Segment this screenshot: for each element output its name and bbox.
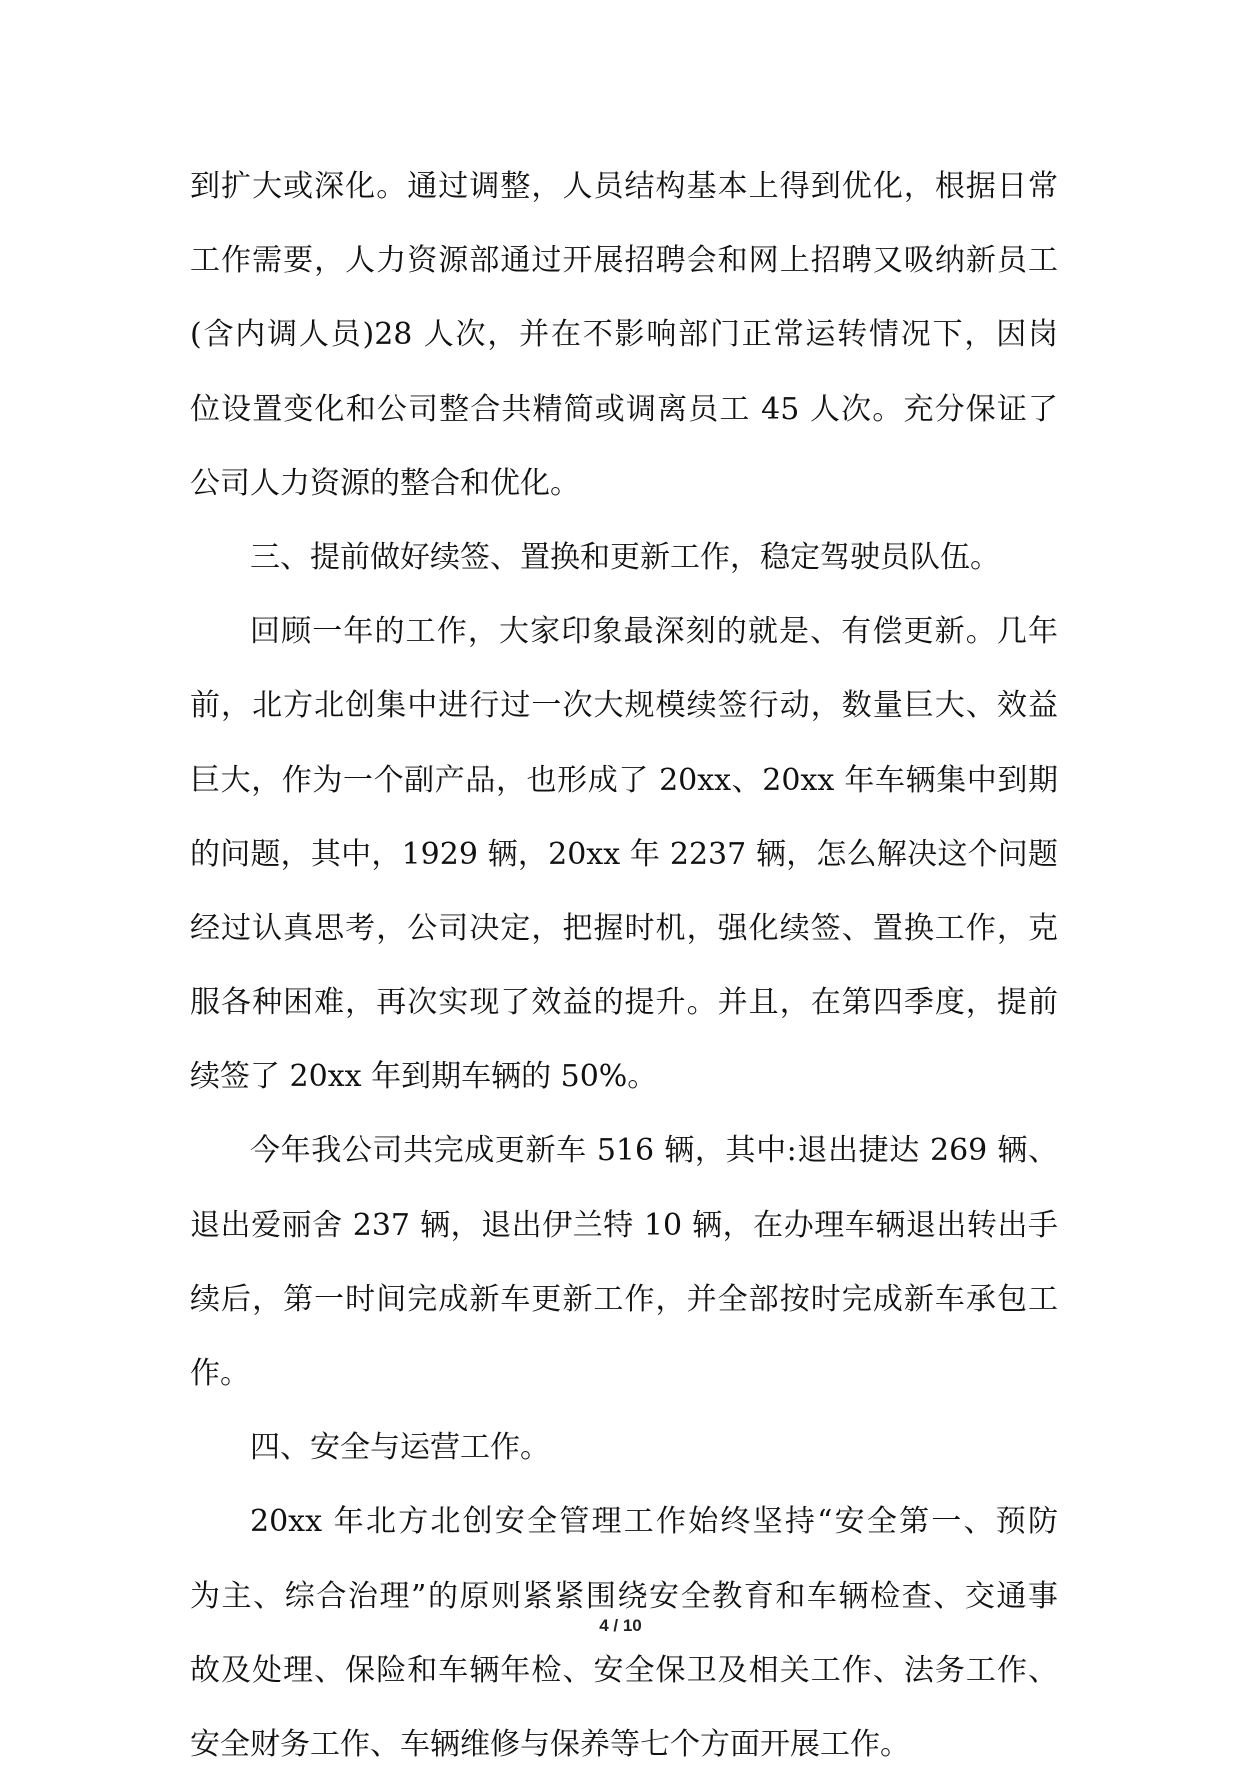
text-line: 经过认真思考，公司决定，把握时机，强化续签、置换工作，克 bbox=[190, 910, 1058, 946]
text-line: (含内调人员)28 人次，并在不影响部门正常运转情况下，因岗 bbox=[190, 317, 1058, 353]
text-line: 退出爱丽舍 237 辆，退出伊兰特 10 辆，在办理车辆退出转出手 bbox=[190, 1207, 1058, 1243]
text-line: 前，北方北创集中进行过一次大规模续签行动，数量巨大、效益 bbox=[190, 688, 1058, 724]
text-line: 为主、综合治理”的原则紧紧围绕安全教育和车辆检查、交通事 bbox=[190, 1578, 1058, 1614]
section-heading: 三、提前做好续签、置换和更新工作，稳定驾驶员队伍。 bbox=[250, 539, 1000, 575]
text-line: 作。 bbox=[190, 1356, 250, 1391]
text-line: 的问题，其中，1929 辆，20xx 年 2237 辆，怎么解决这个问题 bbox=[190, 836, 1058, 872]
text-line: 故及处理、保险和车辆年检、安全保卫及相关工作、法务工作、 bbox=[190, 1652, 1058, 1688]
text-line: 工作需要，人力资源部通过开展招聘会和网上招聘又吸纳新员工 bbox=[190, 243, 1058, 279]
text-line: 巨大，作为一个副产品，也形成了 20xx、20xx 年车辆集中到期 bbox=[190, 762, 1058, 798]
page-number: 4 / 10 bbox=[599, 1616, 642, 1635]
text-line: 服各种困难，再次实现了效益的提升。并且，在第四季度，提前 bbox=[190, 985, 1058, 1021]
text-line: 回顾一年的工作，大家印象最深刻的就是、有偿更新。几年 bbox=[250, 614, 1058, 650]
text-line: 今年我公司共完成更新车 516 辆，其中:退出捷达 269 辆、 bbox=[250, 1133, 1058, 1169]
section-heading: 四、安全与运营工作。 bbox=[250, 1430, 550, 1466]
text-line: 到扩大或深化。通过调整，人员结构基本上得到优化，根据日常 bbox=[190, 169, 1058, 204]
text-line: 安全财务工作、车辆维修与保养等七个方面开展工作。 bbox=[190, 1726, 910, 1762]
text-line: 公司人力资源的整合和优化。 bbox=[190, 465, 580, 501]
body-text bbox=[190, 150, 1058, 1782]
text-line: 20xx 年北方北创安全管理工作始终坚持“安全第一、预防 bbox=[250, 1504, 1058, 1540]
text-line: 续后，第一时间完成新车更新工作，并全部按时完成新车承包工 bbox=[190, 1281, 1058, 1317]
text-line: 位设置变化和公司整合共精简或调离员工 45 人次。充分保证了 bbox=[190, 391, 1058, 427]
text-line: 续签了 20xx 年到期车辆的 50%。 bbox=[190, 1059, 658, 1095]
